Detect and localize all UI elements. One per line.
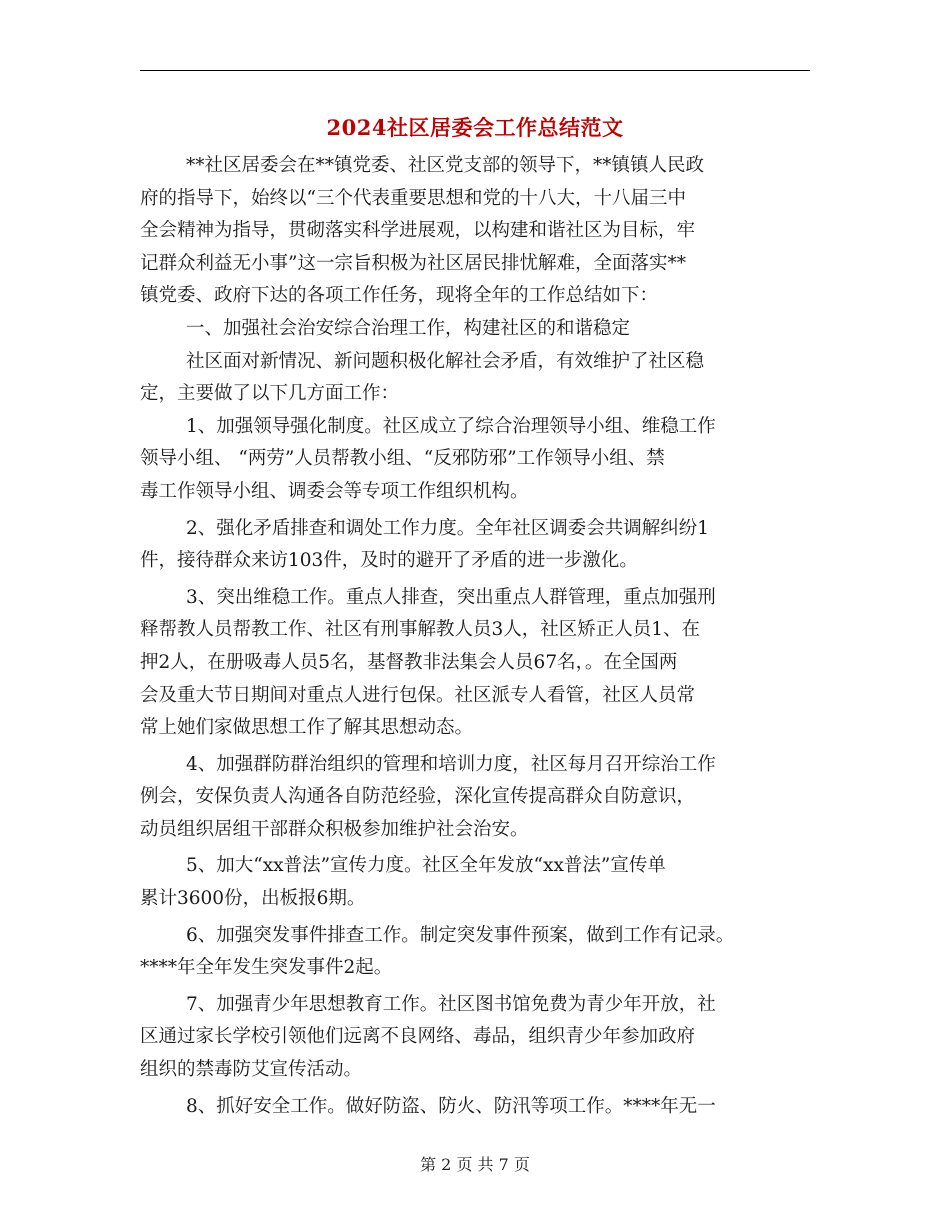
item-5-line: 累计3600份，出板报6期。 [140,888,366,910]
item-1-line: 毒工作领导小组、调委会等专项工作组织机构。 [140,480,529,502]
item-3-line: 3、突出维稳工作。重点人排查，突出重点人群管理，重点加强刑 [186,586,716,608]
paragraph-intro-line: 全会精神为指导，贯砌落实科学进展观，以构建和谐社区为目标，牢 [140,220,696,242]
paragraph-overview-line: 定，主要做了以下几方面工作： [140,383,400,405]
document-title: 2024社区居委会工作总结范文 [326,115,624,140]
item-4-line: 4、加强群防群治组织的管理和培训力度，社区每月召开综治工作 [186,753,716,775]
item-4-line: 例会，安保负责人沟通各自防范经验，深化宣传提高群众自防意识， [140,786,696,808]
item-2-line: 2、强化矛盾排查和调处工作力度。全年社区调委会共调解纠纷1 [186,517,710,539]
document-body [140,150,820,1123]
item-3-line: 押2人，在册吸毒人员5名，基督教非法集会人员67名，。在全国两 [140,651,678,673]
item-3-line: 常上她们家做思想工作了解其思想动态。 [140,717,474,739]
paragraph-overview-line: 社区面对新情况、新问题积极化解社会矛盾，有效维护了社区稳 [186,350,705,372]
item-3-line: 释帮教人员帮教工作、社区有刑事解教人员3人，社区矫正人员1、在 [140,619,701,641]
item-4-line: 动员组织居组干部群众积极参加维护社会治安。 [140,818,529,840]
section-heading: 一、加强社会治安综合治理工作，构建社区的和谐稳定 [186,317,631,339]
item-6-line: 6、加强突发事件排查工作。制定突发事件预案，做到工作有记录。 [186,924,735,946]
item-1-line: 领导小组、 “两劳”人员帮教小组、“反邪防邪”工作领导小组、禁 [140,448,665,470]
paragraph-intro-line: **社区居委会在**镇党委、社区党支部的领导下，**镇镇人民政 [186,155,705,176]
paragraph-intro-line: 府的指导下，始终以“三个代表重要思想和党的十八大，十八届三中 [140,187,686,209]
item-7-line: 区通过家长学校引领他们远离不良网络、毒品，组织青少年参加政府 [140,1026,696,1048]
item-1-line: 1、加强领导强化制度。社区成立了综合治理领导小组、维稳工作 [186,415,716,437]
item-2-line: 件，接待群众来访103件，及时的避开了矛盾的进一步激化。 [140,550,638,572]
item-8-line: 8、抓好安全工作。做好防盗、防火、防汛等项工作。****年无一 [186,1095,716,1117]
item-7-line: 7、加强青少年思想教育工作。社区图书馆免费为青少年开放，社 [186,993,716,1015]
page-number-footer: 第 2 页 共 7 页 [420,1155,530,1174]
paragraph-intro-line: 记群众利益无小事”这一宗旨积极为社区居民排忧解难，全面落实** [140,252,686,274]
item-7-line: 组织的禁毒防艾宣传活动。 [140,1059,363,1081]
item-6-line: ****年全年发生突发事件2起。 [140,957,393,979]
item-3-line: 会及重大节日期间对重点人进行包保。社区派专人看管，社区人员常 [140,684,696,706]
header-rule [140,70,810,71]
item-5-line: 5、加大“xx普法”宣传力度。社区全年发放“xx普法”宣传单 [186,855,666,877]
paragraph-intro-line: 镇党委、政府下达的各项工作任务，现将全年的工作总结如下： [140,285,659,307]
